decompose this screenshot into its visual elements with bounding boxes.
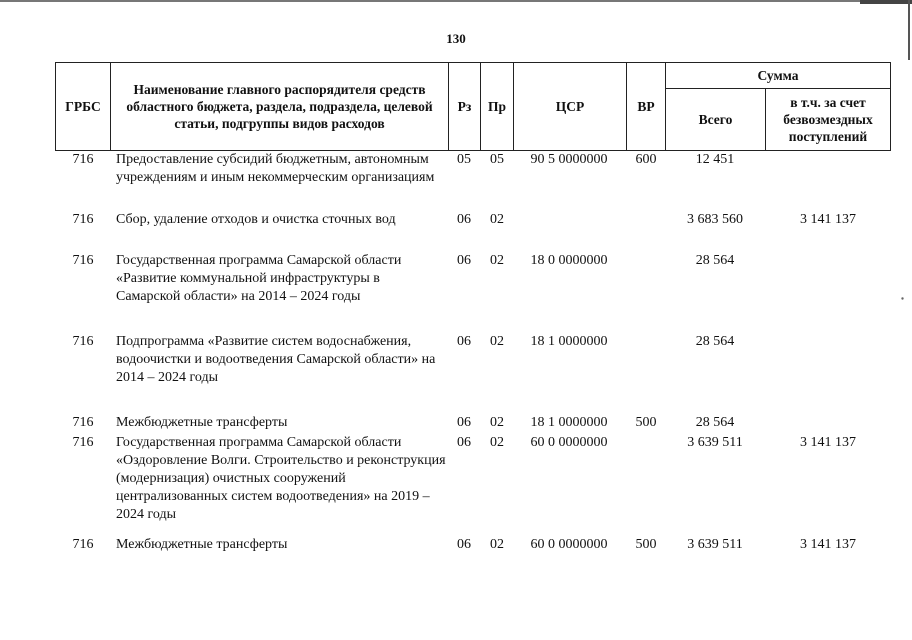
cell-pr: 02 [490,415,504,430]
cell-grbs: 716 [72,212,94,227]
col-header-sum: Сумма [757,68,799,83]
cell-grbs: 716 [72,537,94,552]
cell-csr: 60 0 0000000 [530,537,608,552]
cell-name: Государственная программа Самарской области «Оздоровление Волги. Строительство и реконструкция (модернизация) очистных сооружений централизованных систем водоотведения» на 2019 – 2024 годы [116,435,446,522]
cell-free: 3 141 137 [800,435,856,450]
page-number: 130 [446,31,466,46]
cell-grbs: 716 [72,253,94,268]
cell-total: 12 451 [695,152,735,167]
cell-grbs: 716 [72,435,94,450]
cell-name: Межбюджетные трансферты [116,537,288,552]
cell-csr: 60 0 0000000 [530,435,608,450]
cell-grbs: 716 [72,152,94,167]
cell-free: 3 141 137 [800,537,856,552]
col-header-csr: ЦСР [555,99,585,114]
scan-right-edge [908,0,910,60]
cell-rz: 06 [457,253,471,268]
cell-rz: 06 [457,537,471,552]
cell-pr: 02 [490,253,504,268]
cell-csr: 18 0 0000000 [530,253,608,268]
cell-grbs: 716 [72,334,94,349]
col-header-name: Наименование главного распорядителя средств областного бюджета, раздела, подраздела, целевой статьи, подгруппы видов расходов [126,82,433,131]
col-header-grbs: ГРБС [65,99,101,114]
cell-rz: 05 [457,152,471,167]
cell-csr: 18 1 0000000 [530,415,608,430]
scan-speck-icon [900,296,905,301]
cell-total: 3 639 511 [687,537,743,552]
col-header-free: в т.ч. за счет безвозмездных поступлений [783,95,873,144]
cell-pr: 02 [490,537,504,552]
cell-total: 28 564 [695,415,735,430]
cell-name: Подпрограмма «Развитие систем водоснабжения, водоочистки и водоотведения Самарской области» на 2014 – 2024 годы [116,334,436,385]
cell-total: 3 683 560 [687,212,743,227]
cell-vr: 600 [635,152,657,167]
cell-name: Сбор, удаление отходов и очистка сточных вод [116,212,396,227]
cell-total: 3 639 511 [687,435,743,450]
cell-rz: 06 [457,212,471,227]
cell-rz: 06 [457,334,471,349]
cell-name: Межбюджетные трансферты [116,415,288,430]
cell-vr: 500 [635,415,657,430]
cell-rz: 06 [457,415,471,430]
cell-pr: 05 [490,152,504,167]
cell-total: 28 564 [695,253,735,268]
cell-pr: 02 [490,334,504,349]
col-header-rz: Рз [457,99,472,114]
cell-name: Государственная программа Самарской области «Развитие коммунальной инфраструктуры в Самарской области» на 2014 – 2024 годы [116,253,402,304]
cell-pr: 02 [490,435,504,450]
cell-pr: 02 [490,212,504,227]
cell-total: 28 564 [695,334,735,349]
cell-vr: 500 [635,537,657,552]
col-header-vr: ВР [637,99,655,114]
cell-name: Предоставление субсидий бюджетным, автономным учреждениям и иным некоммерческим организациям [116,152,435,185]
cell-rz: 06 [457,435,471,450]
cell-csr: 18 1 0000000 [530,334,608,349]
col-header-total: Всего [698,112,733,127]
scan-top-edge-mark [860,0,912,4]
scan-top-edge [0,0,912,2]
cell-free: 3 141 137 [800,212,856,227]
col-header-pr: Пр [487,99,506,114]
cell-csr: 90 5 0000000 [530,152,608,167]
cell-grbs: 716 [72,415,94,430]
